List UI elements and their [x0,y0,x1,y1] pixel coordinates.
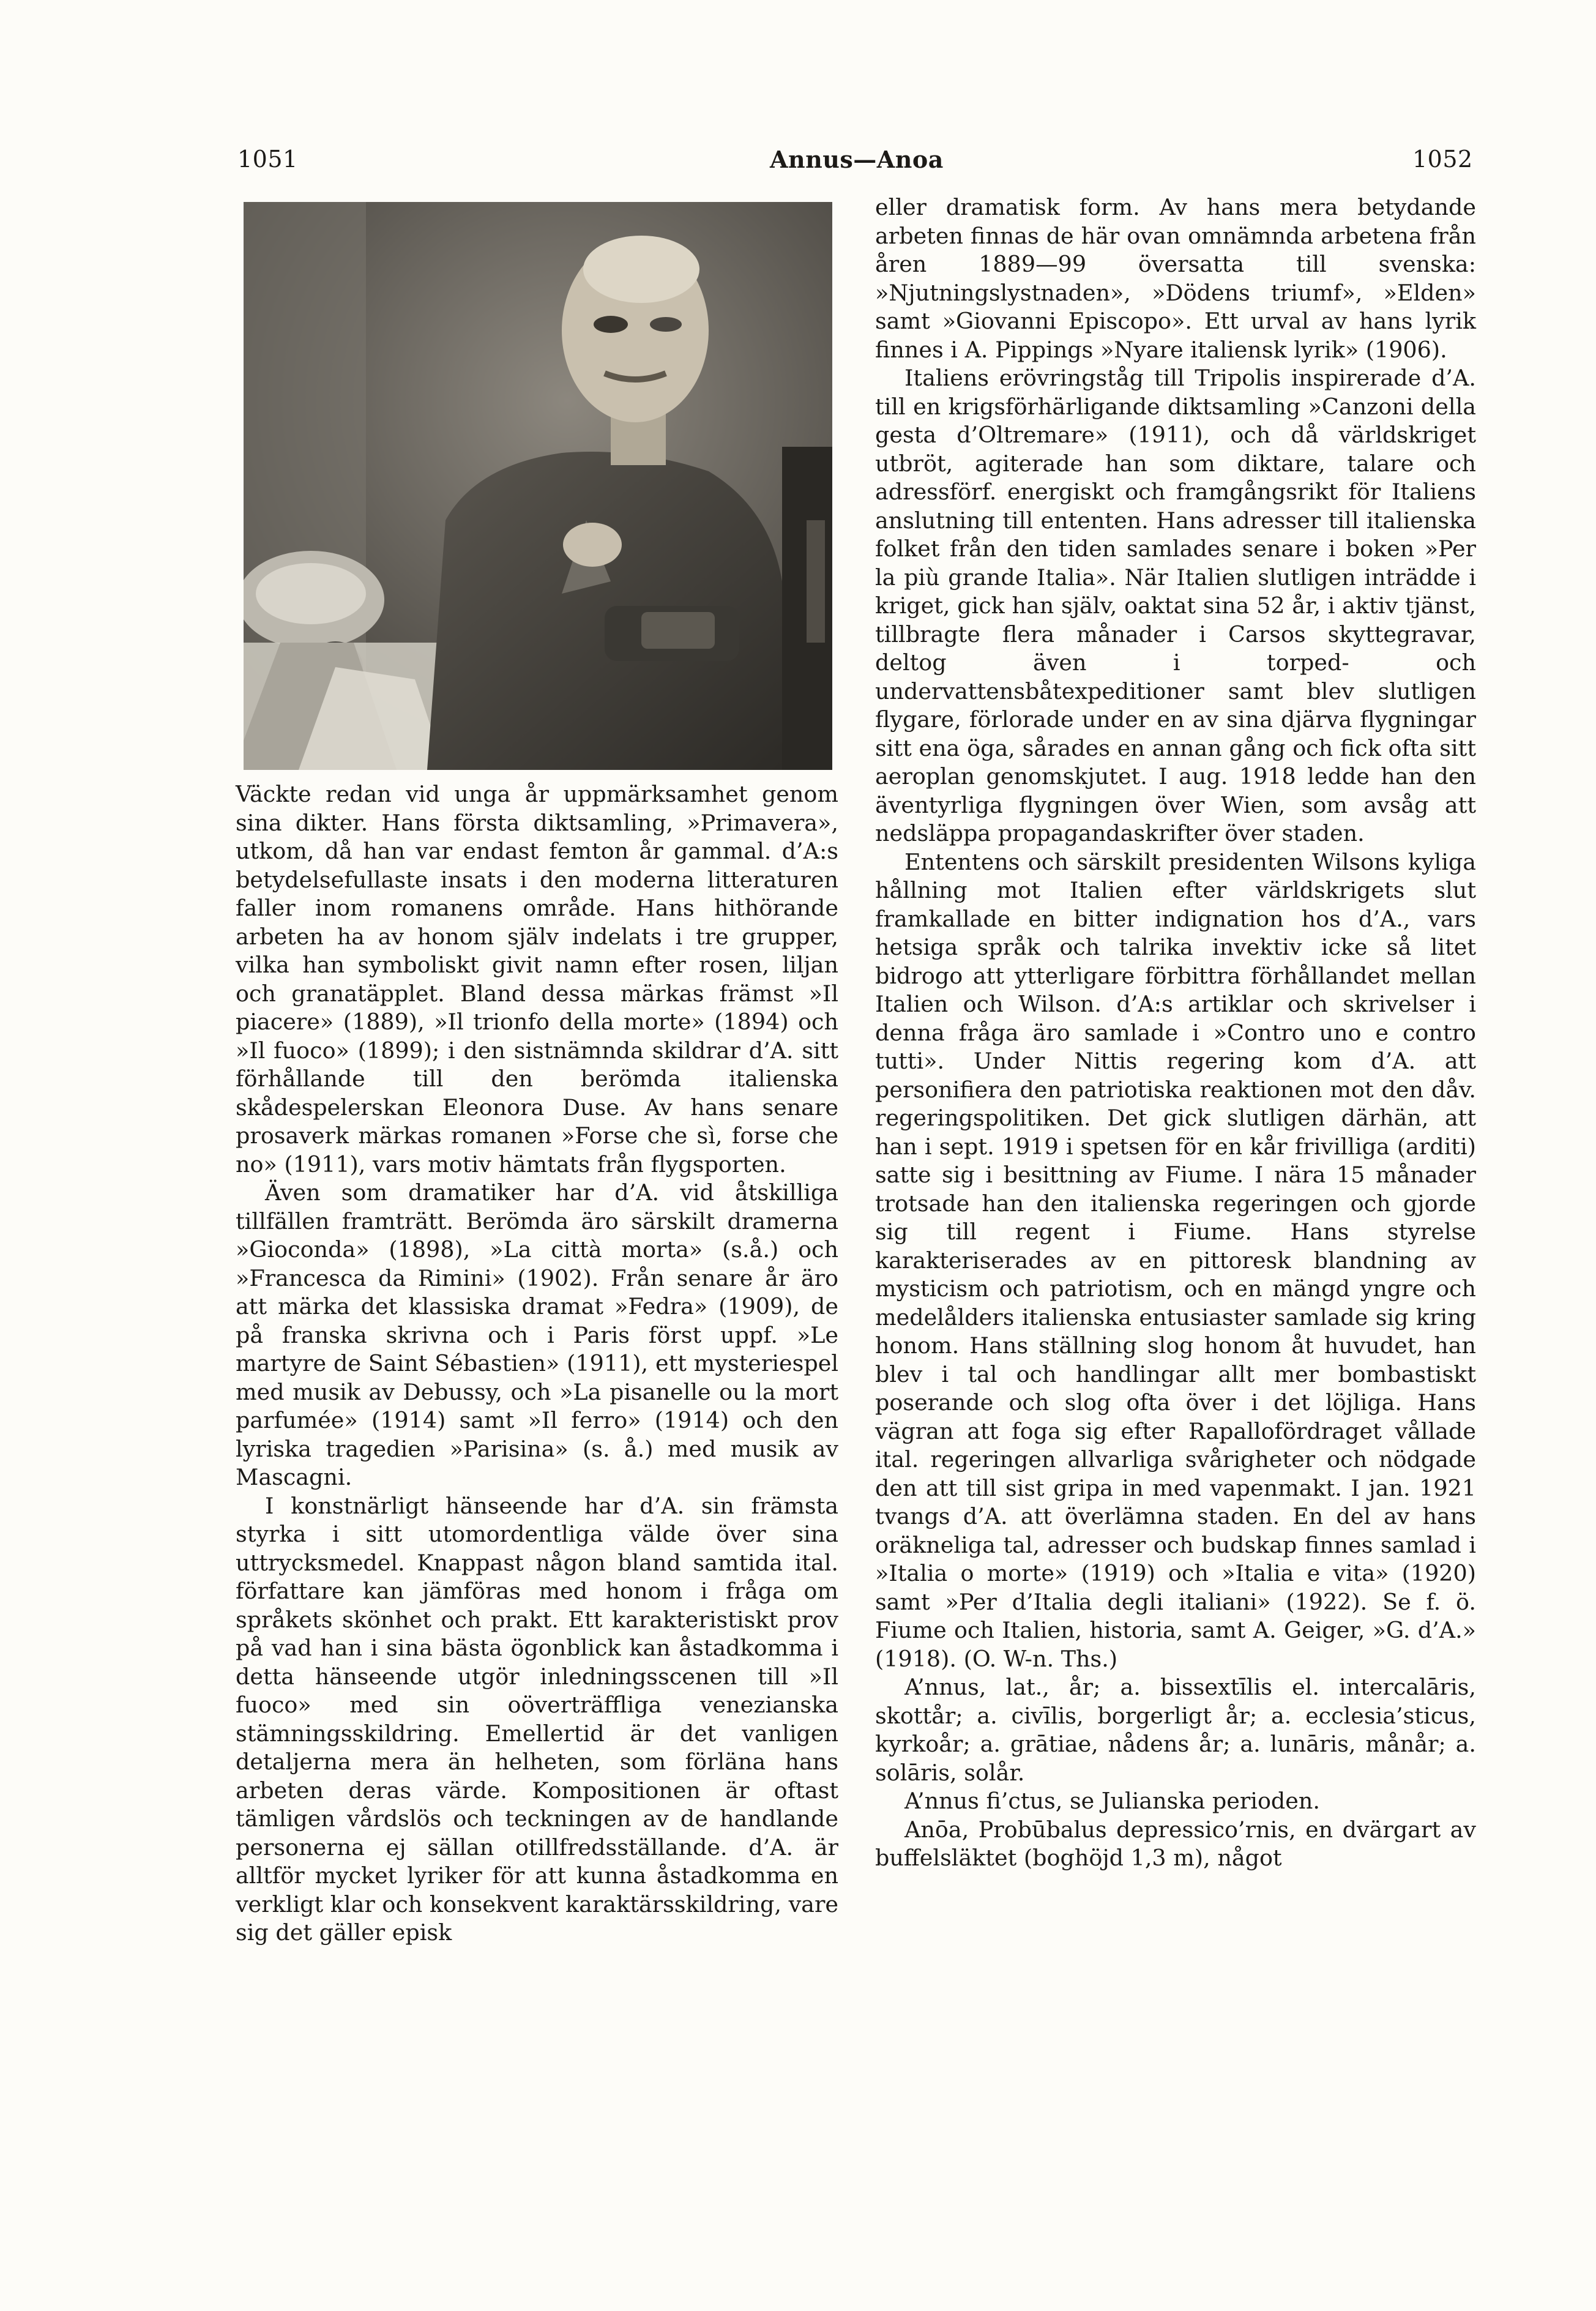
entry-annus: A’nnus, lat., år; a. bissextīlis el. intercalāris, skottår; a. civīlis, borgerligt år; a. ecclesia’sticus, kyrkoår; a. grātiae, nådens år; a. lunāris, månår; a. solāris, solår. [875,1674,1476,1786]
left-column [236,780,838,1947]
entry-annus-fictus: A’nnus fi’ctus, se Julianska perioden. [904,1788,1320,1814]
entry-anoa: Anōa, Probūbalus depressico’rnis, en dvärgart av buffelsläktet (boghöjd 1,3 m), något [875,1816,1476,1871]
running-head: Annus—Anoa [770,146,944,173]
paragraph-dramatist: Även som dramatiker har d’A. vid åtskilliga tillfällen framträtt. Berömda äro särskilt dramerna »Gioconda» (1898), »La città morta» (s.å.) och »Francesca da Rimini» (1902). Från senare år äro att märka det klassiska dramat »Fedra» (1909), de på franska skrivna och i Paris först uppf. »Le martyre de Saint Sébastien» (1911), ett mysteriespel med musik av Debussy, och »La pisanelle ou la mort parfumée» (1914) samt »Il ferro» (1914) och den lyriska tragedien »Parisina» (s. å.) med musik av Mascagni. [236,1179,838,1490]
page-header [0,146,1596,182]
right-column [875,193,1476,1873]
paragraph-artistry: I konstnärligt hänseende har d’A. sin främsta styrka i sitt utomordentliga välde över sina uttrycksmedel. Knappast någon bland samtida ital. författare kan jämföras med honom i fråga om språkets skönhet och prakt. Ett karakteristiskt prov på vad han i sina bästa ögonblick kan åstadkomma i detta hänseende utgör inledningsscenen till »Il fuoco» med sin oöverträffliga venezianska stämningsskildring. Emellertid är det vanligen detaljerna mera än helheten, som förläna hans arbeten deras värde. Kompositionen är oftast tämligen vårdslös och teckningen av de handlande personerna ej sällan otillfredsställande. d’A. är alltför mycket lyriker för att kunna åstadkomma en verkligt klar och konsekvent karaktärsskildring, vare sig det gäller episk [236,1492,838,1946]
page-number-left: 1051 [237,146,298,173]
paragraph-intro: Väckte redan vid unga år uppmärksamhet genom sina dikter. Hans första diktsamling, »Primavera», utkom, då han var endast femton år gammal. d’A:s betydelsefullaste insats i den moderna litteraturen faller inom romanens område. Hans hithörande arbeten ha av honom själv indelats i tre grupper, vilka han symboliskt givit namn efter rosen, liljan och granatäpplet. Bland dessa märkas främst »Il piacere» (1889), »Il trionfo della morte» (1894) och »Il fuoco» (1899); i den sistnämnda skildrar d’A. sitt förhållande till den berömda italienska skådespelerskan Eleonora Duse. Av hans senare prosaverk märkas romanen »Forse che sì, forse che no» (1911), vars motiv hämtats från flygsporten. [236,781,838,1178]
portrait-photo [244,202,832,770]
paragraph-translations: eller dramatisk form. Av hans mera betydande arbeten finnas de här ovan omnämnda arbetena från åren 1889—99 översatta till svenska: »Njutningslystnaden», »Dödens triumf», »Elden» samt »Giovanni Episcopo». Ett urval av hans lyrik finnes i A. Pippings »Nyare italiensk lyrik» (1906). [875,194,1476,363]
paragraph-war: Italiens erövringståg till Tripolis inspirerade d’A. till en krigsförhärligande diktsamling »Canzoni della gesta d’Oltremare» (1911), och då världskriget utbröt, agiterade han som diktare, talare och adressförf. energiskt och framgångsrikt för Italiens anslutning till ententen. Hans adresser till italienska folket från den tiden samlades senare i boken »Per la più grande Italia». När Italien slutligen inträdde i kriget, gick han själv, oaktat sina 52 år, i aktiv tjänst, tillbragte flera månader i Carsos skyttegravar, deltog även i torped- och undervattensbåtexpeditioner samt blev slutligen flygare, förlorade under en av sina djärva flygningar sitt ena öga, sårades en annan gång och fick ofta sitt aeroplan genomskjutet. I aug. 1918 ledde han den äventyrliga flygningen över Wien, som avsåg att nedsläppa propagandaskrifter över staden. [875,365,1476,846]
paragraph-fiume: Ententens och särskilt presidenten Wilsons kyliga hållning mot Italien efter världskrigets slut framkallade en bitter indignation hos d’A., vars hetsiga språk och talrika invektiv icke så litet bidrogo att ytterligare förbittra förhållandet mellan Italien och Wilson. d’A:s artiklar och skrivelser i denna fråga äro samlade i »Contro uno e contro tutti». Under Nittis regering kom d’A. att personifiera den patriotiska reaktionen mot den dåv. regeringspolitiken. Det gick slutligen därhän, att han i sept. 1919 i spetsen för en kår frivilliga (arditi) satte sig i besittning av Fiume. I nära 15 månader trotsade han den italienska regeringen och gjorde sig till regent i Fiume. Hans styrelse karakteriserades av en pittoresk blandning av mysticism och patriotism, och en mängd yngre och medelålders italienska entusiaster samlade sig kring honom. Hans ställning slog honom åt huvudet, han blev i tal och handlingar allt mer bombastiskt poserande och slog ofta över i det löjliga. Hans vägran att foga sig efter Rapallofördraget vållade ital. regeringen allvarliga svårigheter och nödgade den att till sist gripa in med vapenmakt. I jan. 1921 tvangs d’A. att överlämna staden. En del av hans oräkneliga tal, adresser och budskap finnes samlad i »Italia o morte» (1919) och »Italia e vita» (1920) samt »Per d’Italia degli italiani» (1922). Se f. ö. Fiume och Italien, historia, samt A. Geiger, »G. d’A.» (1918). (O. W-n. Ths.) [875,848,1476,1672]
portrait-illustration [244,202,832,770]
page-number-right: 1052 [1412,146,1473,173]
